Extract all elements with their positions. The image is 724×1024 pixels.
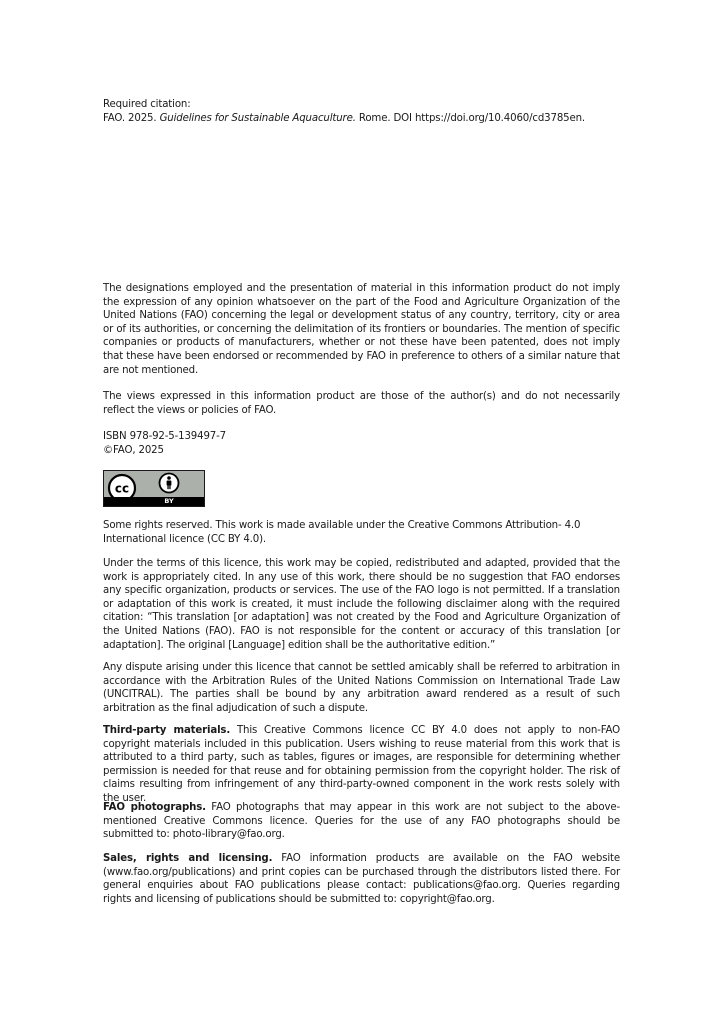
photographs-heading: FAO photographs. <box>103 802 206 813</box>
sales-heading: Sales, rights and licensing. <box>103 853 273 864</box>
cc-icon-text: cc <box>114 481 130 496</box>
dispute-clause: Any dispute arising under this licence that cannot be settled amicably shall be referred to arbitration in accordance with the Arbitration Rules of the United Nations Commission on International Trade Law (UNCITRAL). The parties shall be bound by any arbitration award rendered as a result of such arbitration as the final adjudication of such a dispute. <box>103 662 620 714</box>
citation-label: Required citation: <box>103 99 191 110</box>
sales-rights-licensing <box>103 852 620 906</box>
required-citation <box>103 98 620 125</box>
fao-photographs <box>103 801 620 842</box>
citation-text <box>103 112 620 126</box>
photographs-body: FAO photographs that may appear in this work are not subject to the above-mentioned Creative Commons licence. Queries for the use of any FAO photographs should be submitted to: photo-library@fao.org. <box>103 802 620 841</box>
sales-body: FAO information products are available on the FAO website (www.fao.org/publications) and print copies can be purchased through the distributors listed there. For general enquiries about FAO publications please contact: publications@fao.org. Queries regarding rights and licensing of publications should be submitted to: copyright@fao.org. <box>103 853 621 905</box>
cc-by-license-badge[interactable] <box>103 470 205 507</box>
views-disclaimer: The views expressed in this information product are those of the author(s) and do not necessarily reflect the views or policies of FAO. <box>103 391 620 416</box>
isbn: ISBN 978-92-5-139497-7 <box>103 431 226 442</box>
third-party-body: This Creative Commons licence CC BY 4.0 does not apply to non-FAO copyright materials included in this publication. Users wishing to reuse material from this work that is attributed to a third party, such as tables, figures or images, are responsible for determining whether permission is needed for that reuse and for obtaining permission from the copyright holder. The risk of claims resulting from infringement of any third-party-owned component in the work rests solely with the user. <box>103 725 620 804</box>
citation-suffix: Rome. DOI https://doi.org/10.4060/cd3785en. <box>355 112 585 124</box>
third-party-heading: Third-party materials. <box>103 725 231 736</box>
designations-disclaimer: The designations employed and the presentation of material in this information product do not imply the expression of any opinion whatsoever on the part of the Food and Agriculture Organization of the United Nations (FAO) concerning the legal or development status of any country, territory, city or area or of its authorities, or concerning the delimitation of its frontiers or boundaries. The mention of specific companies or products of manufacturers, whether or not these have been patented, does not imply that these have been endorsed or recommended by FAO in preference to others of a similar nature that are not mentioned. <box>103 283 620 376</box>
citation-title: Guidelines for Sustainable Aquaculture. <box>159 112 356 124</box>
licence-terms: Under the terms of this licence, this work may be copied, redistributed and adapted, provided that the work is appropriately cited. In any use of this work, there should be no suggestion that FAO endorses any specific organization, products or services. The use of the FAO logo is not permitted. If a translation or adaptation of this work is created, it must include the following disclaimer along with the required citation: “This translation [or adaptation] was not created by the Food and Agriculture Organization of the United Nations (FAO). FAO is not responsible for the content or accuracy of this translation [or adaptation]. The original [Language] edition shall be the authoritative edition.” <box>103 558 620 651</box>
citation-prefix: FAO. 2025. <box>103 112 160 124</box>
attribution-person-icon <box>158 472 180 494</box>
third-party-materials <box>103 724 620 806</box>
by-label: BY <box>164 497 174 505</box>
copyright-notice: ©FAO, 2025 <box>103 445 164 456</box>
rights-reserved: Some rights reserved. This work is made available under the Creative Commons Attribution- 4.0 International licence (CC BY 4.0). <box>103 520 581 545</box>
